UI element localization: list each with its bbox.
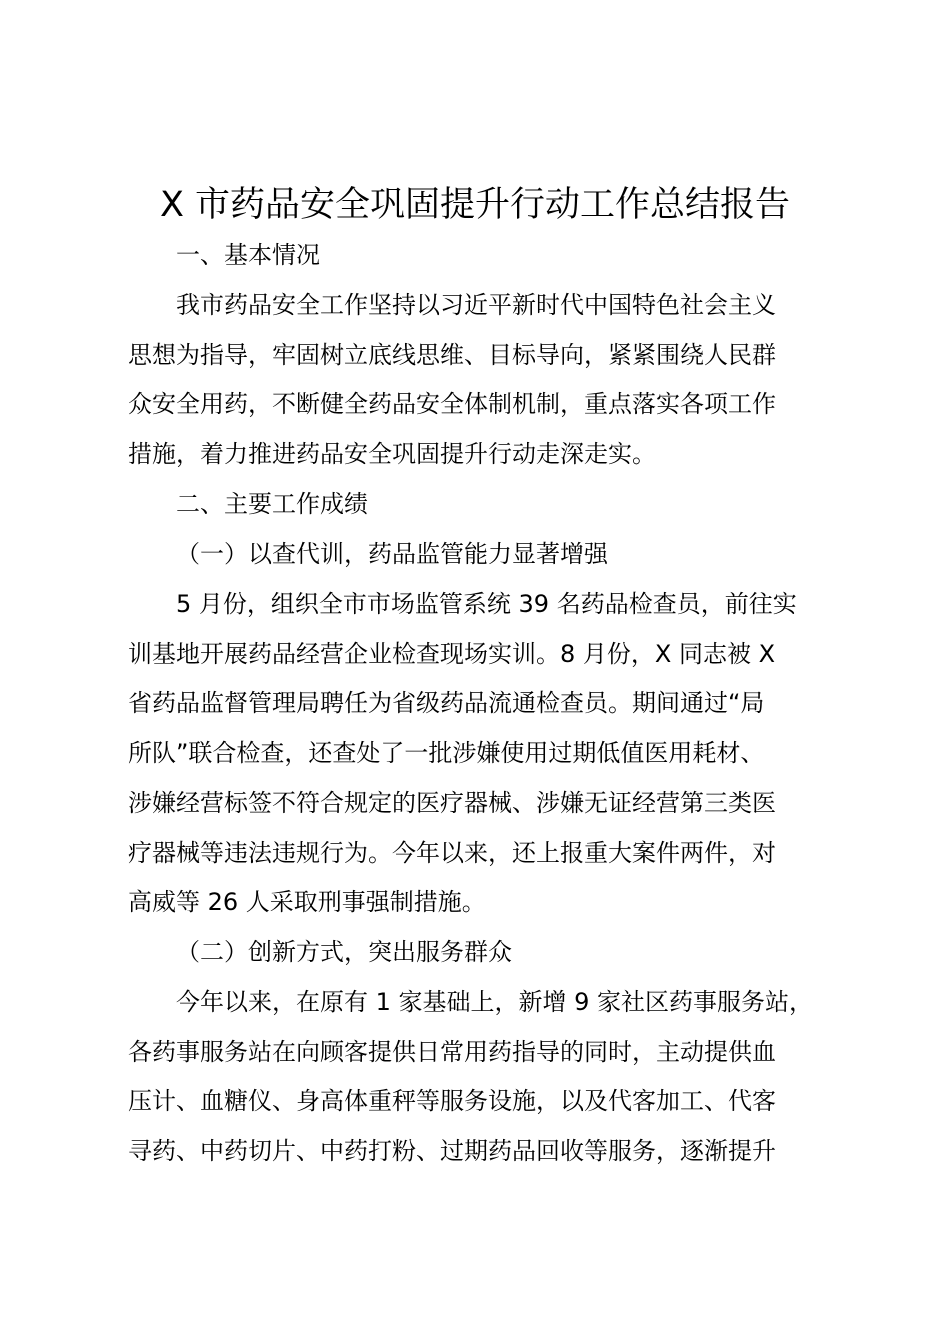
paragraph-line: 思想为指导，牢固树立底线思维、目标导向，紧紧围绕人民群 bbox=[128, 340, 776, 369]
paragraph-inspection-training bbox=[128, 580, 840, 928]
paragraph-basic-situation bbox=[128, 281, 840, 480]
paragraph-line: 疗器械等违法违规行为。今年以来，还上报重大案件两件，对 bbox=[128, 838, 776, 867]
paragraph-line: 所队”联合检查，还查处了一批涉嫌使用过期低值医用耗材、 bbox=[128, 739, 765, 768]
paragraph-line: 省药品监督管理局聘任为省级药品流通检查员。期间通过“局 bbox=[128, 689, 765, 718]
paragraph-line: 各药事服务站在向顾客提供日常用药指导的同时，主动提供血 bbox=[128, 1037, 776, 1066]
paragraph-line: 今年以来，在原有 1 家基础上，新增 9 家社区药事服务站， bbox=[176, 988, 814, 1016]
paragraph-line: 措施，着力推进药品安全巩固提升行动走深走实。 bbox=[128, 440, 656, 469]
paragraph-line: 我市药品安全工作坚持以习近平新时代中国特色社会主义 bbox=[176, 291, 776, 319]
subsection-heading-inspection-training: （一）以查代训，药品监管能力显著增强 bbox=[176, 540, 608, 568]
document-title: X 市药品安全巩固提升行动工作总结报告 bbox=[159, 185, 791, 225]
paragraph-line: 5 月份，组织全市市场监管系统 39 名药品检查员，前往实 bbox=[176, 590, 797, 618]
section-heading-main-achievements: 二、主要工作成绩 bbox=[176, 490, 368, 518]
paragraph-service-innovation bbox=[128, 978, 840, 1177]
paragraph-line: 压计、血糖仪、身高体重秤等服务设施，以及代客加工、代客 bbox=[128, 1087, 776, 1116]
paragraph-line: 涉嫌经营标签不符合规定的医疗器械、涉嫌无证经营第三类医 bbox=[128, 788, 776, 817]
paragraph-line: 众安全用药，不断健全药品安全体制机制，重点落实各项工作 bbox=[128, 390, 776, 419]
section-heading-basic-situation: 一、基本情况 bbox=[176, 241, 320, 269]
subsection-heading-service-innovation: （二）创新方式，突出服务群众 bbox=[176, 938, 512, 966]
paragraph-line: 训基地开展药品经营企业检查现场实训。8 月份，X 同志被 X bbox=[128, 639, 776, 668]
paragraph-line: 寻药、中药切片、中药打粉、过期药品回收等服务，逐渐提升 bbox=[128, 1137, 776, 1166]
paragraph-line: 高威等 26 人采取刑事强制措施。 bbox=[128, 888, 486, 917]
